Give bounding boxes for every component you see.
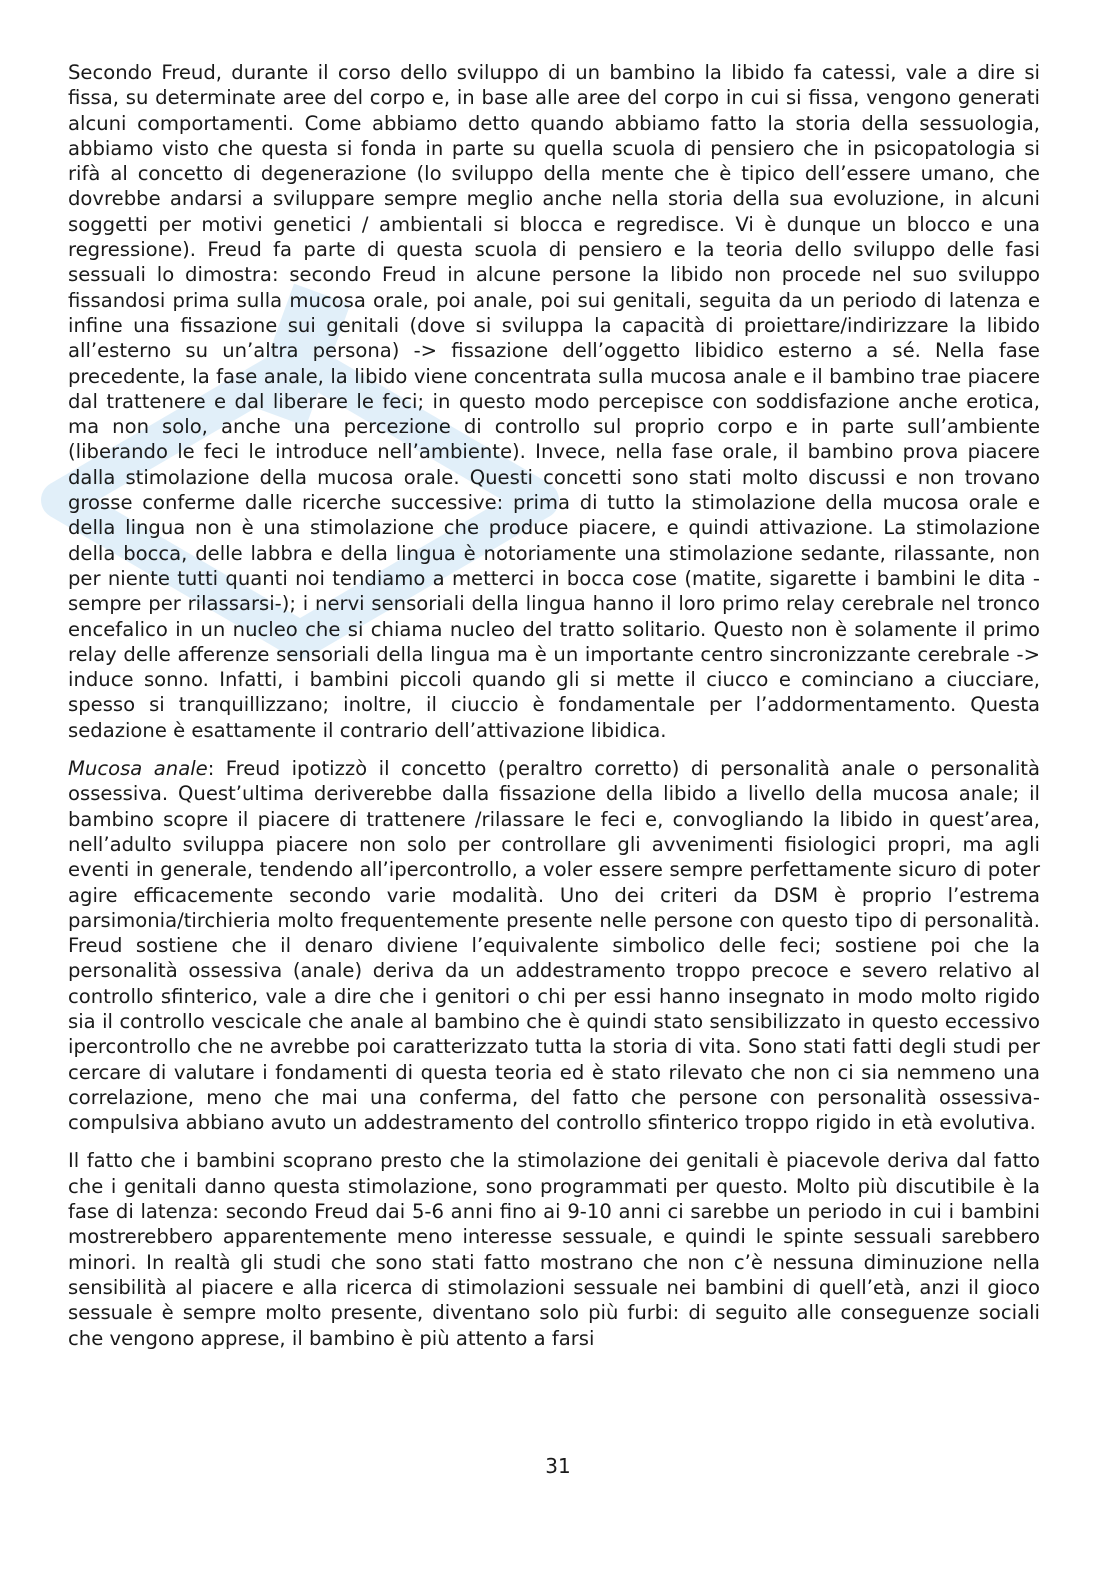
document-body <box>68 60 1040 1364</box>
paragraph-lead-mucosa-anale: Mucosa anale <box>68 757 208 781</box>
paragraph-mucosa-anale <box>68 756 1040 1135</box>
page-number: 31 <box>545 1454 571 1478</box>
paragraph-freud-libido: Secondo Freud, durante il corso dello sviluppo di un bambino la libido fa catessi, vale a dire si fissa, su determinate aree del corpo e, in base alle aree del corpo in cui si fissa, vengono generati alcuni comportamenti. Come abbiamo detto quando abbiamo fatto la storia della sessuologia, abbiamo visto che questa si fonda in parte su quella scuola di pensiero che in psicopatologia si rifà al concetto di degenerazione (lo sviluppo della mente che è tipico dell’essere umano, che dovrebbe andarsi a sviluppare sempre meglio anche nella storia della sua evoluzione, in alcuni soggetti per motivi genetici / ambientali si blocca e regredisce. Vi è dunque un blocco e una regressione). Freud fa parte di questa scuola di pensiero e la teoria dello sviluppo delle fasi sessuali lo dimostra: secondo Freud in alcune persone la libido non procede nel suo sviluppo fissandosi prima sulla mucosa orale, poi anale, poi sui genitali, seguita da un periodo di latenza e infine una fissazione sui genitali (dove si sviluppa la capacità di proiettare/indirizzare la libido all’esterno su un’altra persona) -> fissazione dell’oggetto libidico esterno a sé. Nella fase precedente, la fase anale, la libido viene concentrata sulla mucosa anale e il bambino trae piacere dal trattenere e dal liberare le feci; in questo modo percepisce con soddisfazione anche erotica, ma non solo, anche una percezione di controllo sul proprio corpo e in parte sull’ambiente (liberando le feci le introduce nell’ambiente). Invece, nella fase orale, il bambino prova piacere dalla stimolazione della mucosa orale. Questi concetti sono stati molto discussi e non trovano grosse conferme dalle ricerche successive: prima di tutto la stimolazione della mucosa orale e della lingua non è una stimolazione che produce piacere, e quindi attivazione. La stimolazione della bocca, delle labbra e della lingua è notoriamente una stimolazione sedante, rilassante, non per niente tutti quanti noi tendiamo a metterci in bocca cose (matite, sigarette i bambini le dita -sempre per rilassarsi-); i nervi sensoriali della lingua hanno il loro primo relay cerebrale nel tronco encefalico in un nucleo che si chiama nucleo del tratto solitario. Questo non è solamente il primo relay delle afferenze sensoriali della lingua ma è un importante centro sincronizzante cerebrale -> induce sonno. Infatti, i bambini piccoli quando gli si mette il ciucco e cominciano a ciucciare, spesso si tranquillizzano; inoltre, il ciuccio è fondamentale per l’addormentamento. Questa sedazione è esattamente il contrario dell’attivazione libidica. <box>68 61 1040 742</box>
paragraph-body-mucosa-anale: : Freud ipotizzò il concetto (peraltro corretto) di personalità anale o personalità ossessiva. Quest’ultima deriverebbe dalla fissazione della libido a livello della mucosa anale; il bambino scopre il piacere di trattenere /rilassare le feci e, convogliando la libido in quest’area, nell’adulto sviluppa piacere non solo per controllare gli avvenimenti fisiologici propri, ma agli eventi in generale, tendendo all’ipercontrollo, a voler essere sempre perfettamente sicuro di poter agire efficacemente secondo varie modalità. Uno dei criteri da DSM è proprio l’estrema parsimonia/tirchieria molto frequentemente presente nelle persone con questo tipo di personalità. Freud sostiene che il denaro diviene l’equivalente simbolico delle feci; sostiene poi che la personalità ossessiva (anale) deriva da un addestramento troppo precoce e severo relativo al controllo sfinterico, vale a dire che i genitori o chi per essi hanno insegnato in modo molto rigido sia il controllo vescicale che anale al bambino che è quindi stato sensibilizzato in questo eccessivo ipercontrollo che ne avrebbe poi caratterizzato tutta la storia di vita. Sono stati fatti degli studi per cercare di valutare i fondamenti di questa teoria ed è stato rilevato che non ci sia nemmeno una correlazione, meno che mai una conferma, del fatto che persone con personalità ossessiva-compulsiva abbiano avuto un addestramento del controllo sfinterico troppo rigido in età evolutiva. <box>68 757 1040 1135</box>
paragraph-fase-latenza: Il fatto che i bambini scoprano presto che la stimolazione dei genitali è piacevole deriva dal fatto che i genitali danno questa stimolazione, sono programmati per questo. Molto più discutibile è la fase di latenza: secondo Freud dai 5-6 anni fino ai 9-10 anni ci sarebbe un periodo in cui i bambini mostrerebbero apparentemente meno interesse sessuale, e quindi le spinte sessuali sarebbero minori. In realtà gli studi che sono stati fatto mostrano che non c’è nessuna diminuzione nella sensibilità al piacere e alla ricerca di stimolazioni sessuale nei bambini di quell’età, anzi il gioco sessuale è sempre molto presente, diventano solo più furbi: di seguito alle conseguenze sociali che vengono apprese, il bambino è più attento a farsi <box>68 1149 1040 1350</box>
